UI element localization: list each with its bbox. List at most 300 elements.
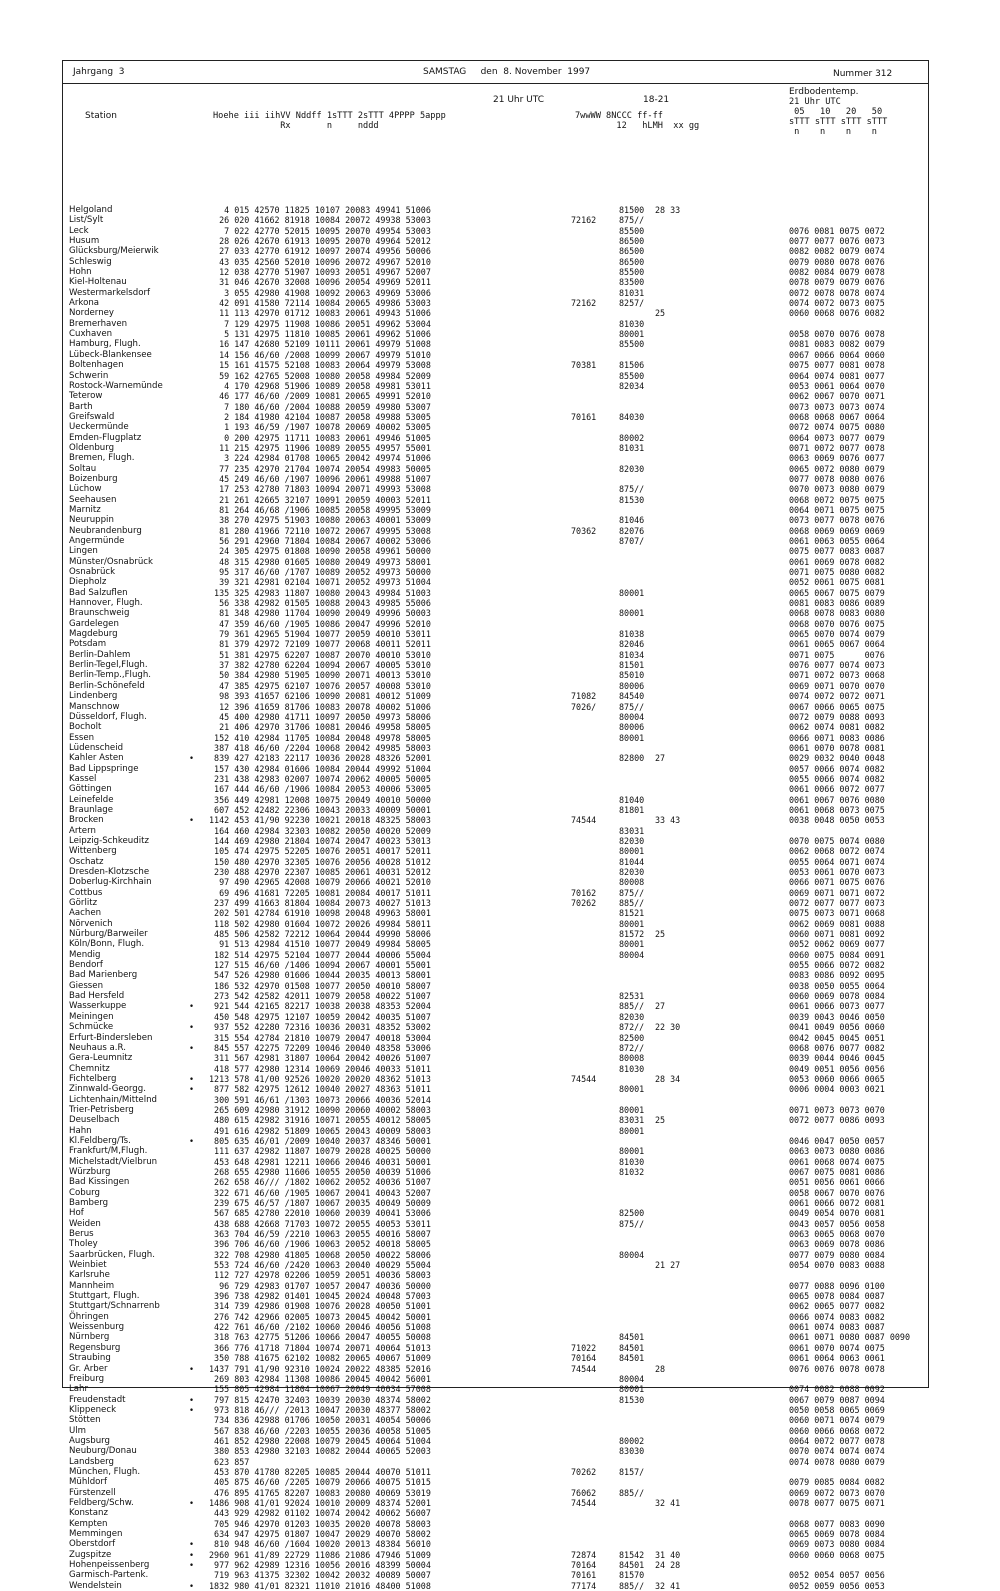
synop-groups: 422 761 46/60 /2102 10060 20046 40056 51008 — [209, 1322, 431, 1333]
table-row — [63, 205, 928, 215]
weather-group: 70162 — [571, 887, 597, 898]
mountain-marker: • — [189, 1549, 195, 1560]
station-name: Gr. Arber — [69, 1363, 108, 1374]
soil-temperatures: 0065 0067 0075 0079 — [789, 587, 885, 598]
mountain-marker: • — [189, 815, 195, 826]
station-name: Hohn — [69, 267, 92, 278]
cloud-group: 81032 — [619, 1166, 645, 1177]
synop-groups: 21 261 42665 32107 10091 20059 40003 52011 — [209, 494, 431, 505]
soil-temperatures: 0062 0067 0070 0071 — [789, 391, 885, 402]
table-row — [63, 1219, 928, 1229]
table-row — [63, 712, 928, 722]
weather-group: 70164 — [571, 1560, 597, 1571]
synop-groups: 4 015 42570 11825 10107 20083 49941 51006 — [209, 205, 431, 215]
soil-temp-units: sTTT sTTT sTTT sTTT — [789, 117, 888, 127]
station-name: Leinefelde — [69, 794, 114, 805]
synop-groups: 112 727 42978 02206 10059 20051 40036 58003 — [209, 1270, 431, 1281]
wind-gust: 33 43 — [655, 815, 681, 826]
wind-gust: 21 27 — [655, 1260, 681, 1271]
synop-groups: 69 496 41681 72205 10081 20084 40017 51011 — [209, 887, 431, 898]
station-name: Trier-Petrisberg — [69, 1104, 134, 1115]
cloud-group: 885// — [619, 1487, 645, 1498]
mountain-marker: • — [189, 1394, 195, 1405]
synop-groups: 453 648 42981 12211 10066 20046 40031 50001 — [209, 1156, 431, 1167]
cloud-group: 81530 — [619, 1394, 645, 1405]
station-name: Barth — [69, 401, 93, 412]
synop-groups: 164 460 42984 32303 10082 20050 40020 52009 — [209, 825, 431, 836]
soil-temperatures: 0050 0058 0065 0069 — [789, 1404, 885, 1415]
station-name: Wittenberg — [69, 846, 117, 857]
table-row — [63, 1239, 928, 1249]
synop-groups: 47 385 42975 62107 10076 20057 40008 53010 — [209, 680, 431, 691]
synop-groups: 300 591 46/61 /1303 10073 20066 40036 52014 — [209, 1094, 431, 1105]
table-row — [63, 1301, 928, 1311]
weather-group: 70164 — [571, 1353, 597, 1364]
table-row — [63, 1084, 928, 1094]
table-row — [63, 795, 928, 805]
table-row — [63, 1157, 928, 1167]
table-row — [63, 1395, 928, 1405]
station-name: Frankfurt/M,Flugh. — [69, 1146, 148, 1157]
synop-groups: 45 400 42980 41711 10097 20050 49973 58006 — [209, 711, 431, 722]
synop-groups: 127 515 46/60 /1406 10094 20067 40001 55001 — [209, 960, 431, 971]
table-row — [63, 371, 928, 381]
table-row — [63, 1136, 928, 1146]
cloud-group: 83031 — [619, 825, 645, 836]
synop-groups: 262 658 46/// /1802 10062 20052 40036 51007 — [209, 1177, 431, 1188]
station-name: Hamburg, Flugh. — [69, 339, 141, 350]
station-name: Glücksburg/Meierwik — [69, 246, 159, 257]
cloud-group: 85500 — [619, 370, 645, 381]
station-name: Fichtelberg — [69, 1073, 117, 1084]
table-row — [63, 246, 928, 256]
soil-temperatures: 0071 0075 0080 0082 — [789, 567, 885, 578]
synop-groups: 405 875 46/60 /2205 10079 20066 40075 51015 — [209, 1477, 431, 1488]
soil-temperatures: 0067 0066 0064 0060 — [789, 349, 885, 360]
station-name: Bendorf — [69, 960, 103, 971]
synop-groups: 322 671 46/60 /1905 10067 20041 40043 52007 — [209, 1187, 431, 1198]
table-row — [63, 1384, 928, 1394]
soil-temperatures: 0076 0077 0074 0073 — [789, 660, 885, 671]
cloud-group: 81030 — [619, 1063, 645, 1074]
soil-temperatures: 0076 0076 0078 0078 — [789, 1363, 885, 1374]
wind-gust: 32 41 — [655, 1580, 681, 1591]
soil-temperatures: 0073 0073 0073 0074 — [789, 401, 885, 412]
wind-gust: 25 — [655, 308, 666, 319]
cloud-group: 875// — [619, 215, 645, 226]
station-name: Oberstdorf — [69, 1539, 116, 1550]
station-name: Neuburg/Donau — [69, 1446, 137, 1457]
synop-groups: 152 410 42984 11705 10084 20048 49978 58005 — [209, 732, 431, 743]
synop-groups: 322 708 42980 41805 10068 20050 40022 58006 — [209, 1249, 431, 1260]
station-name: Marnitz — [69, 504, 101, 515]
wind-gust: 24 28 — [655, 1560, 681, 1571]
cloud-group: 81031 — [619, 287, 645, 298]
table-row — [63, 567, 928, 577]
cloud-group: 80001 — [619, 1084, 645, 1095]
synop-groups: 845 557 42275 72209 10046 20040 48358 53006 — [209, 1042, 431, 1053]
mountain-marker: • — [189, 1135, 195, 1146]
mountain-marker: • — [189, 1073, 195, 1084]
synop-groups: 17 253 42780 71803 10094 20071 49993 53008 — [209, 484, 431, 495]
table-row — [63, 722, 928, 732]
table-row — [63, 215, 928, 225]
synop-groups: 39 321 42981 02104 10071 20052 49973 51004 — [209, 577, 431, 588]
table-row — [63, 1281, 928, 1291]
station-name: Görlitz — [69, 898, 98, 909]
soil-temperatures: 0061 0070 0078 0081 — [789, 742, 885, 753]
mountain-marker: • — [189, 1560, 195, 1571]
soil-temperatures: 0071 0072 0073 0068 — [789, 670, 885, 681]
soil-temperatures: 0074 0072 0073 0075 — [789, 298, 885, 309]
synop-groups: 450 548 42975 12107 10059 20042 40035 51007 — [209, 1011, 431, 1022]
table-row — [63, 412, 928, 422]
soil-temperatures: 0081 0083 0086 0089 — [789, 598, 885, 609]
right-column-heading: 7wwWW 8NCCC ff-ff — [575, 111, 663, 121]
cloud-group: 81030 — [619, 318, 645, 329]
station-name: Weissenburg — [69, 1322, 125, 1333]
station-name: Münster/Osnabrück — [69, 556, 153, 567]
station-name: Berlin-Dahlem — [69, 649, 131, 660]
cloud-group: 81031 — [619, 442, 645, 453]
soil-temperatures: 0077 0078 0080 0076 — [789, 473, 885, 484]
station-name: Brocken — [69, 815, 104, 826]
table-row — [63, 1064, 928, 1074]
station-name: Lübeck-Blankensee — [69, 349, 152, 360]
table-row — [63, 784, 928, 794]
synop-groups: 734 836 42988 01706 10050 20031 40054 50006 — [209, 1415, 431, 1426]
table-row — [63, 867, 928, 877]
station-name: Fürstenzell — [69, 1487, 116, 1498]
synop-groups: 1486 908 41/01 92024 10010 20009 48374 52001 — [209, 1497, 431, 1508]
synop-groups: 265 609 42980 31912 10090 20060 40002 58003 — [209, 1104, 431, 1115]
synop-groups: 186 532 42970 01508 10077 20050 40010 58007 — [209, 980, 431, 991]
station-name: Berlin-Schönefeld — [69, 680, 145, 691]
soil-temperatures: 0038 0048 0050 0053 — [789, 815, 885, 826]
cloud-group: 80004 — [619, 1373, 645, 1384]
soil-temperatures: 0068 0077 0083 0090 — [789, 1518, 885, 1529]
synop-groups: 547 526 42980 01606 10044 20035 40013 58001 — [209, 970, 431, 981]
station-name: Gardelegen — [69, 618, 119, 629]
cloud-group: 8707/ — [619, 536, 645, 546]
soil-temperatures: 0029 0032 0040 0048 — [789, 753, 885, 764]
table-row — [63, 1581, 928, 1591]
soil-temperatures: 0072 0074 0075 0080 — [789, 422, 885, 433]
synop-groups: 3 055 42980 41908 10092 20063 49969 53006 — [209, 287, 431, 298]
soil-temperatures: 0069 0073 0080 0084 — [789, 1539, 885, 1550]
table-row — [63, 608, 928, 618]
station-name: Mendig — [69, 949, 101, 960]
soil-temperatures: 0062 0074 0081 0082 — [789, 722, 885, 733]
wind-gust: 25 — [655, 929, 666, 940]
station-name: Magdeburg — [69, 629, 118, 640]
synop-groups: 363 704 46/59 /2210 10063 20055 40016 58007 — [209, 1229, 431, 1240]
station-name: Dresden-Klotzsche — [69, 867, 150, 877]
cloud-group: 86500 — [619, 236, 645, 247]
synop-groups: 269 803 42984 11308 10086 20045 40042 56001 — [209, 1373, 431, 1384]
synop-groups: 623 857 — [209, 1456, 250, 1467]
soil-temperatures: 0069 0072 0073 0070 — [789, 1487, 885, 1498]
soil-temperatures: 0064 0074 0081 0077 — [789, 370, 885, 381]
soil-temperatures: 0060 0068 0076 0082 — [789, 308, 885, 319]
table-row — [63, 1270, 928, 1280]
table-row — [63, 836, 928, 846]
table-row — [63, 339, 928, 349]
soil-temperatures: 0074 0078 0080 0079 — [789, 1456, 885, 1467]
synop-groups: 311 567 42981 31807 10064 20042 40026 51007 — [209, 1053, 431, 1064]
station-name: Saarbrücken, Flugh. — [69, 1249, 155, 1260]
synop-groups: 12 396 41659 81706 10083 20078 40002 51006 — [209, 701, 431, 712]
station-name: Ueckermünde — [69, 422, 129, 433]
soil-temperatures: 0073 0077 0078 0076 — [789, 515, 885, 526]
synop-groups: 7 129 42975 11908 10086 20051 49962 53004 — [209, 318, 431, 329]
cloud-group: 875// — [619, 484, 645, 495]
station-name: Göttingen — [69, 784, 112, 795]
table-row — [63, 1229, 928, 1239]
table-row — [63, 898, 928, 908]
table-row — [63, 774, 928, 784]
synop-groups: 26 020 41662 81918 10084 20072 49938 53003 — [209, 215, 431, 226]
table-row — [63, 1539, 928, 1549]
soil-temperatures: 0068 0070 0076 0075 — [789, 618, 885, 629]
synop-groups: 366 776 41718 71804 10074 20071 40064 51013 — [209, 1342, 431, 1353]
table-row — [63, 888, 928, 898]
station-name: Garmisch-Partenk. — [69, 1570, 149, 1581]
station-name: Husum — [69, 236, 100, 247]
cloud-group: 80001 — [619, 1104, 645, 1115]
soil-temperatures: 0054 0070 0083 0088 — [789, 1260, 885, 1271]
soil-temperatures: 0052 0054 0057 0056 — [789, 1570, 885, 1581]
cloud-group: 885// — [619, 1001, 645, 1012]
station-name: Augsburg — [69, 1435, 110, 1446]
synop-groups: 877 582 42975 12612 10040 20027 48363 51011 — [209, 1084, 431, 1095]
cloud-group: 80008 — [619, 1053, 645, 1064]
weather-group: 70362 — [571, 525, 597, 536]
soil-temperatures: 0061 0069 0078 0082 — [789, 556, 885, 567]
table-row — [63, 1250, 928, 1260]
synop-groups: 485 506 42582 72212 10064 20044 49990 58006 — [209, 929, 431, 940]
synop-groups: 118 502 42980 01604 10072 20026 49984 58011 — [209, 918, 431, 929]
table-row — [63, 815, 928, 825]
station-name: Soltau — [69, 463, 97, 474]
soil-temp-depths: 05 10 20 50 — [789, 107, 883, 117]
synop-groups: 38 270 42975 51903 10080 20063 40001 53009 — [209, 515, 431, 526]
station-name: Öhringen — [69, 1311, 109, 1322]
station-name: Mühldorf — [69, 1477, 107, 1488]
table-row — [63, 360, 928, 370]
table-row — [63, 1312, 928, 1322]
mountain-marker: • — [189, 1404, 195, 1415]
soil-temperatures: 0074 0082 0088 0092 — [789, 1384, 885, 1395]
table-row — [63, 1260, 928, 1270]
soil-temperatures: 0063 0069 0078 0086 — [789, 1239, 885, 1250]
table-row — [63, 1095, 928, 1105]
table-row — [63, 495, 928, 505]
cloud-group: 80001 — [619, 1125, 645, 1136]
station-name: Feldberg/Schw. — [69, 1497, 134, 1508]
soil-temperatures: 0065 0070 0074 0079 — [789, 629, 885, 640]
cloud-group: 82500 — [619, 1208, 645, 1219]
table-row — [63, 443, 928, 453]
station-name: Schleswig — [69, 256, 112, 267]
cloud-group: 81038 — [619, 629, 645, 640]
table-row — [63, 929, 928, 939]
cloud-group: 872// — [619, 1042, 645, 1053]
table-row — [63, 846, 928, 856]
cloud-group: 81030 — [619, 1156, 645, 1167]
synop-groups: 1 193 46/59 /1907 10078 20069 40002 53005 — [209, 422, 431, 433]
table-row — [63, 1043, 928, 1053]
soil-temperatures: 0075 0073 0071 0068 — [789, 908, 885, 919]
station-name: Zinnwald-Georgg. — [69, 1084, 146, 1095]
table-row — [63, 681, 928, 691]
synop-groups: 155 805 42984 11804 10067 20049 40034 57008 — [209, 1384, 431, 1395]
station-name: Kahler Asten — [69, 753, 124, 764]
station-name: Arkona — [69, 298, 100, 309]
soil-temperatures: 0063 0069 0076 0077 — [789, 453, 885, 464]
soil-temperatures: 0061 0066 0073 0077 — [789, 1001, 885, 1012]
table-row — [63, 1426, 928, 1436]
table-row — [63, 1033, 928, 1043]
soil-temperatures: 0064 0073 0077 0079 — [789, 432, 885, 443]
soil-temperatures: 0061 0068 0074 0075 — [789, 1156, 885, 1167]
soil-temperatures: 0058 0070 0076 0078 — [789, 329, 885, 340]
cloud-group: 81034 — [619, 649, 645, 660]
cloud-group: 80001 — [619, 329, 645, 340]
wind-gust: 27 — [655, 753, 666, 764]
station-name: München, Flugh. — [69, 1466, 141, 1477]
table-row — [63, 1001, 928, 1011]
table-row — [63, 277, 928, 287]
cloud-group: 82030 — [619, 867, 645, 877]
table-row — [63, 1436, 928, 1446]
station-name: Kl.Feldberg/Ts. — [69, 1135, 131, 1146]
station-name: Teterow — [69, 391, 103, 402]
table-row — [63, 1322, 928, 1332]
station-name: Giessen — [69, 980, 104, 991]
station-name: Hahn — [69, 1125, 92, 1136]
soil-temperatures: 0043 0057 0056 0058 — [789, 1218, 885, 1229]
cloud-group: 80008 — [619, 877, 645, 888]
weather-group: 70262 — [571, 1466, 597, 1477]
synop-groups: 81 280 41966 72110 10072 20067 49995 53008 — [209, 525, 431, 536]
soil-temperatures: 0078 0079 0079 0076 — [789, 277, 885, 288]
station-name: Stuttgart/Schnarrenb — [69, 1301, 160, 1312]
soil-temperatures: 0063 0065 0068 0070 — [789, 1229, 885, 1240]
station-name: Greifswald — [69, 411, 115, 422]
synop-groups: 921 544 42165 82217 10038 20038 48353 52004 — [209, 1001, 431, 1012]
table-row — [63, 484, 928, 494]
station-name: Stötten — [69, 1415, 101, 1426]
soil-temperatures: 0052 0061 0075 0081 — [789, 577, 885, 588]
cloud-group: 85500 — [619, 225, 645, 236]
table-row — [63, 298, 928, 308]
page-frame — [62, 60, 929, 1591]
synop-groups: 31 046 42670 32008 10096 20054 49969 52011 — [209, 277, 431, 288]
main-column-heading: Hoehe iii iihVV Nddff 1sTTT 2sTTT 4PPPP 5appp — [213, 111, 446, 121]
soil-temperatures: 0042 0045 0045 0051 — [789, 1032, 885, 1043]
table-row — [63, 267, 928, 277]
table-row — [63, 1198, 928, 1208]
station-name: Mannheim — [69, 1280, 115, 1291]
synop-groups: 144 469 42980 21804 10074 20047 40023 53013 — [209, 835, 431, 846]
soil-temperatures: 0072 0077 0086 0093 — [789, 1115, 885, 1126]
mountain-marker: • — [189, 1580, 195, 1591]
soil-temperatures: 0061 0064 0063 0061 — [789, 1353, 885, 1364]
soil-temperatures: 0067 0066 0065 0075 — [789, 701, 885, 712]
cloud-group: 80001 — [619, 939, 645, 950]
soil-temperatures: 0068 0069 0069 0069 — [789, 525, 885, 536]
mountain-marker: • — [189, 1363, 195, 1374]
cloud-group: 875// — [619, 701, 645, 712]
cloud-group: 80001 — [619, 846, 645, 857]
soil-temperatures: 0062 0068 0072 0074 — [789, 846, 885, 857]
mountain-marker: • — [189, 1497, 195, 1508]
cloud-group: 80004 — [619, 711, 645, 722]
synop-groups: 805 635 46/01 /2009 10040 20037 48346 50001 — [209, 1135, 431, 1146]
soil-temperatures: 0077 0077 0076 0073 — [789, 236, 885, 247]
cloud-group: 83031 — [619, 1115, 645, 1126]
station-name: Seehausen — [69, 494, 117, 505]
synop-groups: 1213 578 41/00 92526 10020 20020 48362 51013 — [209, 1073, 431, 1084]
cloud-group: 86500 — [619, 246, 645, 257]
soil-temperatures: 0006 0004 0003 0021 — [789, 1084, 885, 1095]
cloud-group: 80002 — [619, 1435, 645, 1446]
cloud-group: 875// — [619, 1218, 645, 1229]
table-row — [63, 1374, 928, 1384]
station-name: Nörvenich — [69, 918, 113, 929]
cloud-group: 80001 — [619, 1146, 645, 1157]
station-name: Bocholt — [69, 722, 102, 733]
mountain-marker: • — [189, 1084, 195, 1095]
weather-group: 72874 — [571, 1549, 597, 1560]
soil-temperatures: 0060 0066 0068 0072 — [789, 1425, 885, 1436]
station-name: Aachen — [69, 908, 102, 919]
station-name: Angermünde — [69, 536, 125, 546]
station-name: Ulm — [69, 1425, 87, 1436]
weather-group: 74544 — [571, 1497, 597, 1508]
table-row — [63, 691, 928, 701]
table-row — [63, 1457, 928, 1467]
mountain-marker: • — [189, 1042, 195, 1053]
station-name: Helgoland — [69, 205, 113, 215]
station-table — [63, 205, 928, 1591]
synop-groups: 12 038 42770 51907 10093 20051 49967 52007 — [209, 267, 431, 278]
station-name: Schmücke — [69, 1022, 114, 1033]
synop-groups: 567 685 42780 22010 10060 20039 40041 53006 — [209, 1208, 431, 1219]
soil-temperatures: 0071 0073 0073 0070 — [789, 1104, 885, 1115]
table-row — [63, 702, 928, 712]
station-name: Neuhaus a.R. — [69, 1042, 126, 1053]
cloud-group: 84501 — [619, 1332, 645, 1343]
soil-temperatures: 0061 0070 0074 0075 — [789, 1342, 885, 1353]
soil-temperatures: 0079 0080 0078 0076 — [789, 256, 885, 267]
cloud-group: 885// — [619, 898, 645, 909]
station-name: Karlsruhe — [69, 1270, 110, 1281]
cloud-group: 84501 — [619, 1560, 645, 1571]
table-row — [63, 422, 928, 432]
soil-temperatures: 0072 0079 0088 0093 — [789, 711, 885, 722]
synop-groups: 46 177 46/60 /2009 10081 20065 49991 52010 — [209, 391, 431, 402]
table-row — [63, 1053, 928, 1063]
cloud-group: 80006 — [619, 722, 645, 733]
table-row — [63, 1446, 928, 1456]
soil-temperatures: 0066 0071 0075 0076 — [789, 877, 885, 888]
cloud-group: 80001 — [619, 1384, 645, 1395]
table-row — [63, 950, 928, 960]
station-name: Leck — [69, 225, 89, 236]
table-row — [63, 226, 928, 236]
